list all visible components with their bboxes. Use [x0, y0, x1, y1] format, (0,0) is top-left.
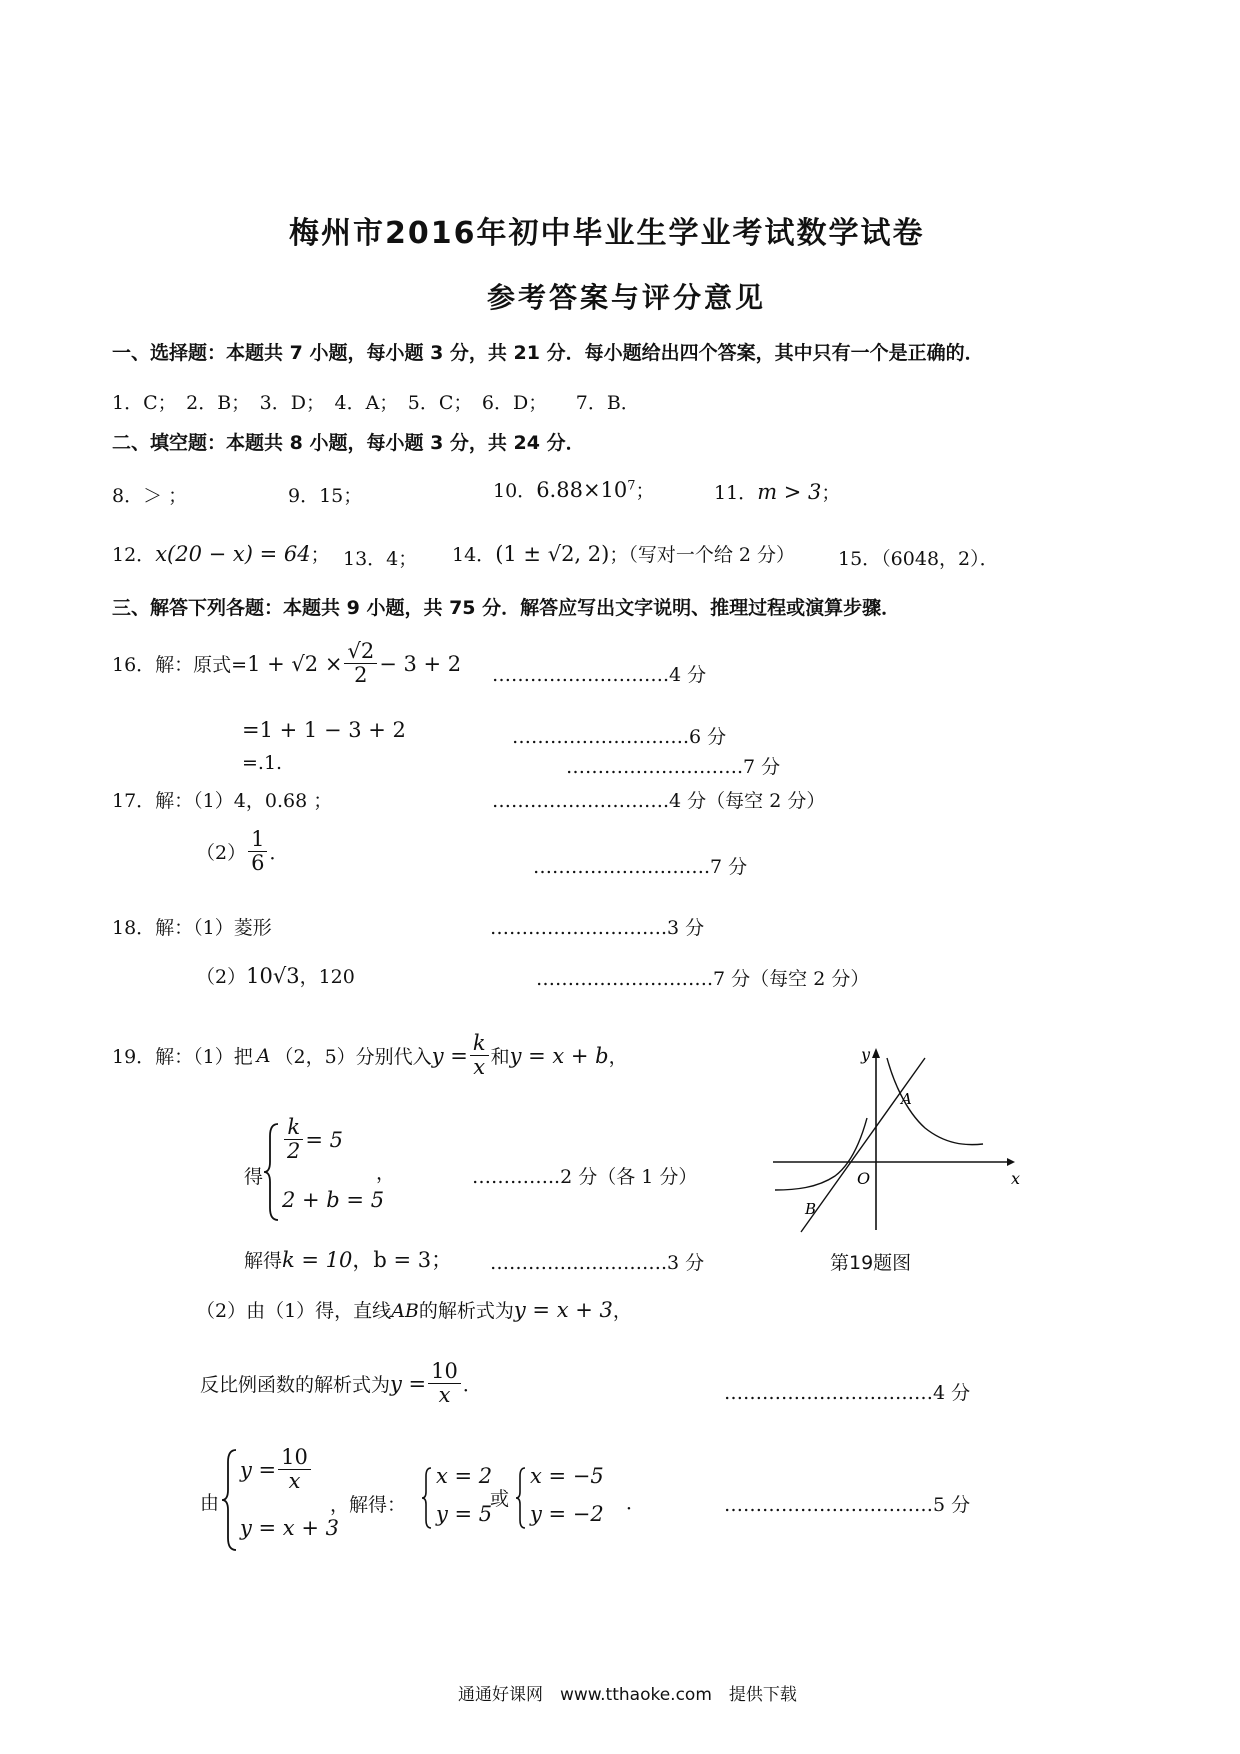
q19-inv-num: 10	[428, 1360, 461, 1384]
answer-q11-label: 11．	[714, 482, 758, 504]
q19-score2: ……………………….3 分	[490, 1252, 705, 1274]
q19-system2-row1	[240, 1446, 313, 1493]
q19-figure	[765, 1040, 1025, 1240]
q19-sys2-den: x	[288, 1469, 301, 1494]
q19-part2-b: 的解析式为	[418, 1300, 514, 1322]
q19-inv-frac	[428, 1360, 461, 1407]
q19-part2-end: ，	[612, 1300, 632, 1322]
q16-score1: ……………………….4 分	[492, 664, 707, 686]
q19-k: k	[470, 1032, 489, 1056]
q17-frac-num: 1	[248, 828, 267, 852]
q19-line1-d: y = x + b	[509, 1043, 609, 1068]
q19-de: 得	[244, 1166, 264, 1188]
q17-frac-den: 6	[251, 851, 265, 876]
answer-q13: 13．4；	[343, 548, 418, 570]
answer-q10-end: ；	[635, 480, 655, 502]
q19-solve-b: ，b = 3；	[352, 1248, 453, 1272]
q19-sys2-num: 10	[278, 1446, 311, 1470]
q19-inv-den: x	[438, 1383, 451, 1408]
q19-line1-e: ，	[608, 1046, 628, 1069]
q19-solution1-brace	[420, 1466, 434, 1530]
q19-sol1-b: y = 5	[436, 1502, 493, 1526]
choice-answers: 1．C； 2．B； 3．D； 4．A； 5．C； 6．D； 7．B．	[112, 392, 640, 414]
q19-x: x	[473, 1055, 486, 1080]
section-heading-fill: 二、填空题：本题共 8 小题，每小题 3 分，共 24 分．	[112, 432, 585, 454]
q19-score3: ……………………………4 分	[724, 1382, 971, 1404]
q19-line1-b: （2，5）分别代入	[274, 1046, 432, 1069]
q16-line1	[112, 640, 461, 687]
answer-q14-value: (1 ± √2, 2)	[495, 542, 610, 566]
q19-part2	[196, 1296, 632, 1323]
q17-line1: 17．解：（1）4，0.68 ；	[112, 790, 333, 812]
q19-line1-c: 和	[490, 1046, 510, 1069]
q17-score1: ……………………….4 分（每空 2 分）	[492, 790, 826, 812]
y-axis-arrow-icon	[872, 1048, 880, 1058]
q19-system1-brace	[262, 1122, 282, 1222]
figure-caption: 第19题图	[830, 1252, 912, 1274]
q16-label: 16．解：原式=	[112, 654, 248, 677]
answer-q9: 9．15；	[288, 485, 363, 507]
label-a: A	[901, 1090, 912, 1108]
q17-part2: （2）	[196, 842, 247, 865]
q19-inv-end: ．	[462, 1374, 482, 1397]
line-ab	[801, 1058, 925, 1232]
q16-frac-num: √2	[344, 640, 377, 664]
q19-part2-a: （2）由（1）得，直线	[196, 1300, 392, 1322]
q19-system1-row1	[282, 1116, 343, 1163]
q19-solution2-brace	[514, 1466, 528, 1530]
q17-score2: ……………………….7 分	[533, 856, 748, 878]
answer-q12-label: 12．	[112, 544, 156, 566]
label-o: O	[857, 1169, 871, 1188]
answer-q10	[493, 476, 655, 503]
q18-part2: （2）	[196, 966, 247, 988]
q19-score4: ……………………………5 分	[724, 1494, 971, 1516]
q17-line2	[196, 828, 288, 875]
answer-q11	[714, 478, 840, 505]
section-heading-choice: 一、选择题：本题共 7 小题，每小题 3 分，共 21 分．每小题给出四个答案，其中只有一个是正确的．	[112, 342, 984, 364]
answer-q11-value: m > 3	[757, 480, 822, 504]
section-heading-solve: 三、解答下列各题：本题共 9 小题，共 75 分．解答应写出文字说明、推理过程或演算步骤．	[112, 597, 901, 619]
q19-part2-eq: y = x + 3	[513, 1298, 613, 1322]
q19-sol2-a: x = −5	[530, 1464, 604, 1488]
q17-fraction	[248, 828, 267, 875]
answer-q14-label: 14．	[452, 544, 496, 566]
q19-sys2-mid: ，解得：	[330, 1494, 407, 1516]
q19-solve-k: k = 10	[282, 1248, 353, 1272]
q18-score1: ……………………….3 分	[490, 917, 705, 939]
q16-expr-b: − 3 + 2	[379, 651, 462, 676]
q19-point-a: A	[256, 1044, 271, 1067]
page-title: 梅州市2016年初中毕业生学业考试数学试卷	[289, 216, 925, 251]
answer-q15: 15．（6048，2）．	[838, 548, 999, 570]
answer-q8: 8．＞ ；	[112, 485, 188, 507]
q19-inv-y: y =	[390, 1371, 427, 1396]
label-y: y	[861, 1045, 871, 1064]
q18-part2-value: 10√3	[246, 964, 300, 988]
answer-q12-value: x(20 − x) = 64	[155, 542, 311, 566]
q18-part2-rest: ，120	[299, 966, 355, 988]
answer-q12	[112, 540, 330, 567]
q16-fraction	[344, 640, 377, 687]
q16-line2: =1 + 1 − 3 + 2	[242, 718, 406, 742]
q16-score3: ……………………….7 分	[566, 756, 781, 778]
q19-inv-label: 反比例函数的解析式为	[200, 1374, 391, 1397]
q19-sol2-b: y = −2	[530, 1502, 604, 1526]
q19-line1-a: 19．解：（1）把	[112, 1046, 253, 1069]
q18-score2: ……………………….7 分（每空 2 分）	[536, 968, 870, 990]
x-axis-arrow-icon	[1007, 1158, 1015, 1166]
q19-huo: 或	[490, 1488, 510, 1510]
q17-end: ．	[269, 842, 289, 865]
q19-y-eq: y =	[431, 1043, 468, 1068]
q19-inverse	[200, 1360, 482, 1407]
q19-sys1-frac	[284, 1116, 303, 1163]
q19-solve	[244, 1244, 452, 1274]
q18-line2	[196, 962, 355, 989]
answer-q14-note: ；（写对一个给 2 分）	[609, 544, 796, 566]
answer-q11-end: ；	[821, 482, 841, 504]
q19-sys1-rest: = 5	[305, 1127, 344, 1152]
label-b: B	[805, 1200, 817, 1218]
q19-sys1-den: 2	[287, 1139, 301, 1164]
page-footer: 通通好课网 www.tthaoke.com 提供下载	[458, 1685, 797, 1705]
answer-q12-end: ；	[310, 544, 330, 566]
q19-sys2-y: y =	[240, 1457, 277, 1482]
q19-system2-row2: y = x + 3	[240, 1516, 339, 1540]
q19-you: 由	[200, 1492, 220, 1514]
q16-frac-den: 2	[354, 663, 368, 688]
label-x: x	[1011, 1169, 1021, 1188]
q19-sys1-num: k	[284, 1116, 303, 1140]
q19-comma: ，	[376, 1162, 396, 1184]
q19-line1	[112, 1032, 628, 1079]
answer-q14	[452, 540, 795, 567]
page-subtitle: 参考答案与评分意见	[487, 281, 767, 314]
q19-system1-row2: 2 + b = 5	[282, 1188, 385, 1212]
q19-solve-label: 解得	[244, 1250, 283, 1272]
q19-sol1-a: x = 2	[436, 1464, 493, 1488]
q19-k-over-x	[470, 1032, 489, 1079]
q19-system2-brace	[220, 1448, 240, 1552]
hyperbola-branch-lower	[775, 1118, 867, 1190]
q16-expr-a: 1 + √2 ×	[247, 651, 343, 676]
answer-q10-value: 6.88×10	[536, 478, 628, 502]
q19-sys2-frac	[278, 1446, 311, 1493]
q19-dot: ．	[626, 1492, 646, 1514]
q16-score2: ……………………….6 分	[512, 726, 727, 748]
q19-score1: …………..2 分（各 1 分）	[472, 1166, 698, 1188]
answer-q10-label: 10．	[493, 480, 537, 502]
q16-line3: =.1.	[242, 752, 283, 774]
q18-line1: 18．解：（1）菱形	[112, 917, 272, 939]
answer-q10-exponent: 7	[627, 478, 636, 494]
q19-ab: AB	[391, 1300, 419, 1322]
